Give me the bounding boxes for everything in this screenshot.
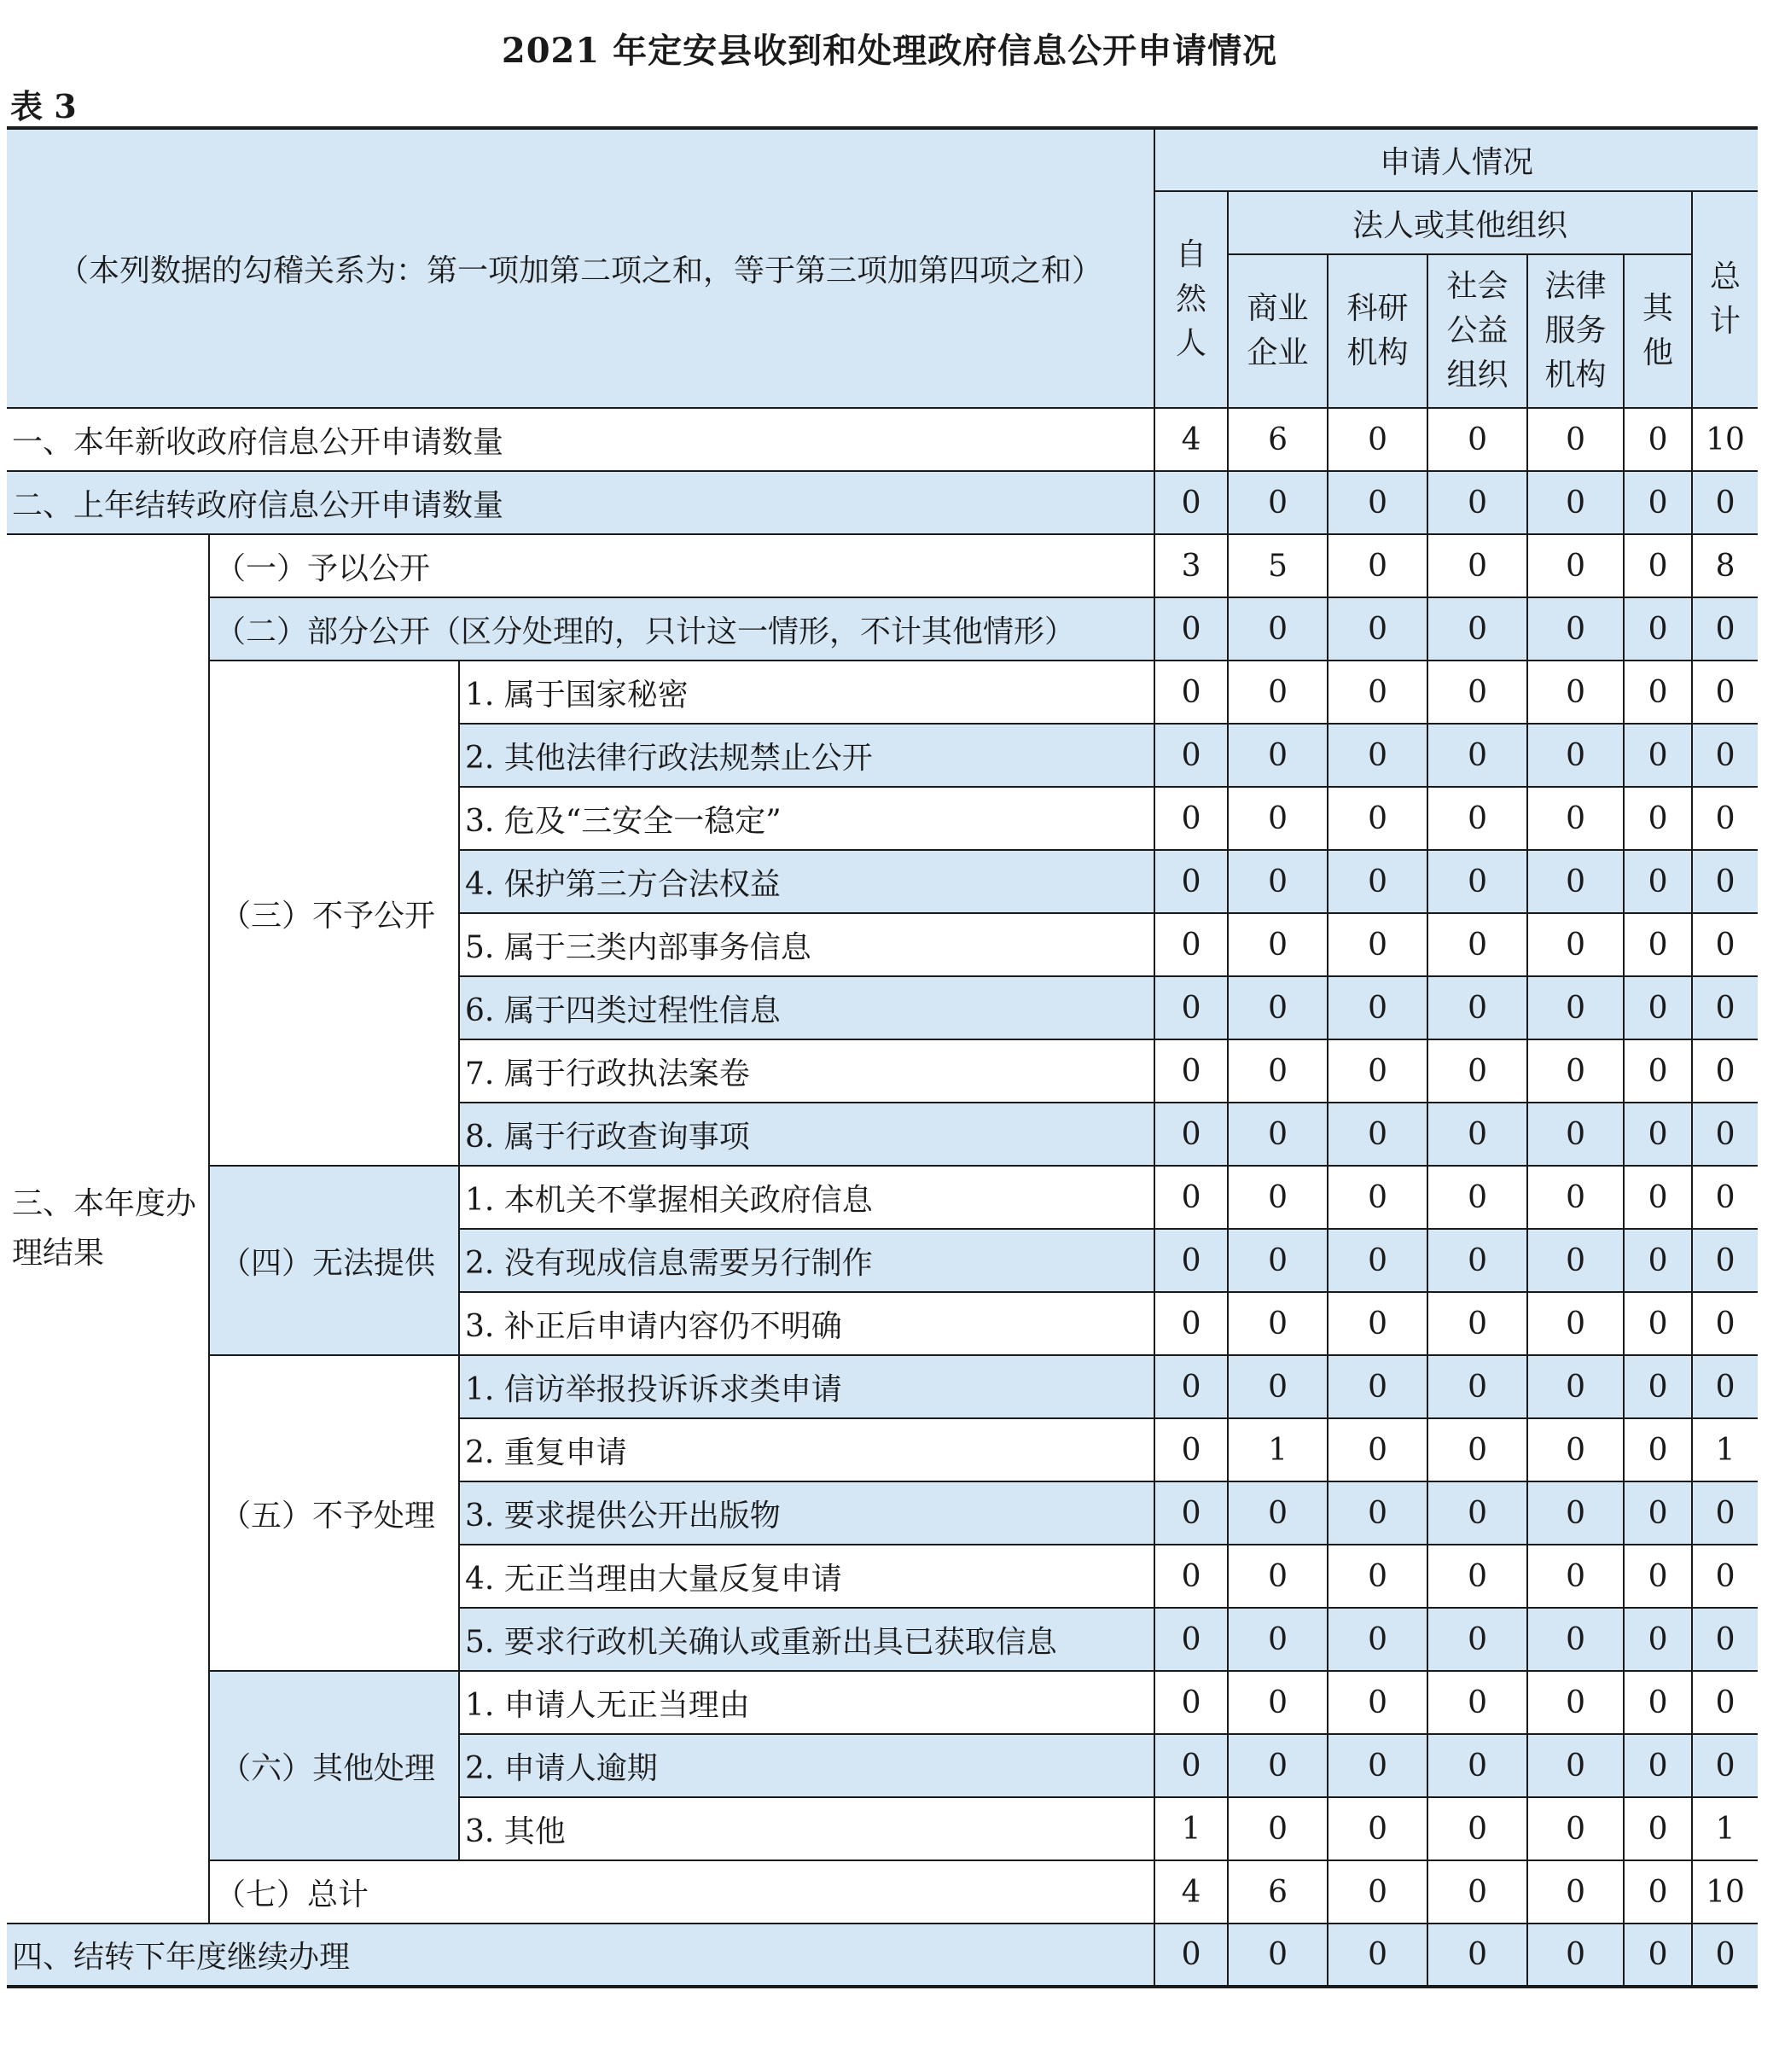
value-cell: 0 <box>1427 1292 1527 1355</box>
value-cell: 0 <box>1154 850 1228 913</box>
value-cell: 0 <box>1624 1671 1692 1734</box>
value-cell: 0 <box>1154 1039 1228 1103</box>
value-cell: 0 <box>1427 408 1527 471</box>
value-cell: 0 <box>1692 1924 1758 1987</box>
value-cell: 0 <box>1692 724 1758 787</box>
sub-item-label: 2. 申请人逾期 <box>459 1734 1154 1797</box>
value-cell: 0 <box>1427 1860 1527 1924</box>
value-cell: 0 <box>1692 1481 1758 1545</box>
value-cell: 0 <box>1527 1418 1624 1481</box>
value-cell: 0 <box>1228 1797 1328 1860</box>
sub-item-label: 4. 无正当理由大量反复申请 <box>459 1545 1154 1608</box>
value-cell: 0 <box>1228 787 1328 850</box>
value-cell: 0 <box>1527 1860 1624 1924</box>
value-cell: 0 <box>1692 1292 1758 1355</box>
value-cell: 0 <box>1154 597 1228 661</box>
value-cell: 0 <box>1624 1292 1692 1355</box>
value-cell: 0 <box>1427 976 1527 1039</box>
value-cell: 0 <box>1692 976 1758 1039</box>
sub-item-label: 5. 属于三类内部事务信息 <box>459 913 1154 976</box>
sub-item-label: 2. 其他法律行政法规禁止公开 <box>459 724 1154 787</box>
value-cell: 0 <box>1527 1924 1624 1987</box>
table-row <box>7 408 1758 471</box>
table-row <box>7 1671 1758 1734</box>
sub-item-label: 1. 本机关不掌握相关政府信息 <box>459 1166 1154 1229</box>
value-cell: 8 <box>1692 534 1758 597</box>
value-cell: 0 <box>1692 1734 1758 1797</box>
row-label-results: 三、本年度办理结果 <box>7 534 209 1924</box>
header-legal-group: 法人或其他组织 <box>1228 191 1692 254</box>
sub-item-label: 5. 要求行政机关确认或重新出具已获取信息 <box>459 1608 1154 1671</box>
value-cell: 0 <box>1228 913 1328 976</box>
value-cell: 0 <box>1527 1671 1624 1734</box>
header-applicant: 申请人情况 <box>1154 128 1758 191</box>
value-cell: 0 <box>1328 1039 1427 1103</box>
value-cell: 0 <box>1154 661 1228 724</box>
value-cell: 0 <box>1624 1039 1692 1103</box>
value-cell: 0 <box>1328 1355 1427 1418</box>
value-cell: 0 <box>1328 1545 1427 1608</box>
value-cell: 0 <box>1527 1481 1624 1545</box>
value-cell: 0 <box>1328 1103 1427 1166</box>
group-label-partial: （二）部分公开（区分处理的，只计这一情形，不计其他情形） <box>209 597 1154 661</box>
value-cell: 0 <box>1328 661 1427 724</box>
table-row <box>7 1860 1758 1924</box>
value-cell: 0 <box>1527 1797 1624 1860</box>
value-cell: 0 <box>1228 1292 1328 1355</box>
value-cell: 0 <box>1527 597 1624 661</box>
group-label-unable: （四）无法提供 <box>209 1166 459 1355</box>
value-cell: 0 <box>1228 1355 1328 1418</box>
value-cell: 0 <box>1692 1229 1758 1292</box>
value-cell: 0 <box>1624 1103 1692 1166</box>
value-cell: 0 <box>1328 1481 1427 1545</box>
group-label-other: （六）其他处理 <box>209 1671 459 1860</box>
value-cell: 0 <box>1228 471 1328 534</box>
value-cell: 0 <box>1527 1292 1624 1355</box>
value-cell: 0 <box>1427 1166 1527 1229</box>
value-cell: 0 <box>1427 1418 1527 1481</box>
value-cell: 0 <box>1228 597 1328 661</box>
row-label-next-year: 四、结转下年度继续办理 <box>7 1924 1154 1987</box>
value-cell: 0 <box>1228 1039 1328 1103</box>
value-cell: 4 <box>1154 408 1228 471</box>
row-label-new-requests: 一、本年新收政府信息公开申请数量 <box>7 408 1154 471</box>
value-cell: 0 <box>1527 1355 1624 1418</box>
value-cell: 0 <box>1328 1860 1427 1924</box>
value-cell: 0 <box>1427 850 1527 913</box>
value-cell: 0 <box>1154 1292 1228 1355</box>
value-cell: 6 <box>1228 408 1328 471</box>
value-cell: 10 <box>1692 408 1758 471</box>
value-cell: 0 <box>1624 1608 1692 1671</box>
value-cell: 0 <box>1427 1608 1527 1671</box>
value-cell: 0 <box>1154 976 1228 1039</box>
value-cell: 0 <box>1328 597 1427 661</box>
value-cell: 0 <box>1228 1608 1328 1671</box>
value-cell: 0 <box>1527 1545 1624 1608</box>
value-cell: 0 <box>1154 1103 1228 1166</box>
statistics-table <box>7 126 1758 1988</box>
value-cell: 0 <box>1228 1734 1328 1797</box>
value-cell: 0 <box>1328 1608 1427 1671</box>
value-cell: 0 <box>1328 1418 1427 1481</box>
header-legal-service: 法律 服务 机构 <box>1527 254 1624 408</box>
value-cell: 0 <box>1692 913 1758 976</box>
value-cell: 0 <box>1624 1924 1692 1987</box>
value-cell: 0 <box>1624 850 1692 913</box>
header-other: 其 他 <box>1624 254 1692 408</box>
value-cell: 0 <box>1624 1860 1692 1924</box>
value-cell: 0 <box>1328 850 1427 913</box>
value-cell: 0 <box>1427 1671 1527 1734</box>
value-cell: 10 <box>1692 1860 1758 1924</box>
sub-item-label: 1. 申请人无正当理由 <box>459 1671 1154 1734</box>
value-cell: 0 <box>1228 1924 1328 1987</box>
value-cell: 1 <box>1228 1418 1328 1481</box>
value-cell: 0 <box>1154 1671 1228 1734</box>
value-cell: 0 <box>1527 471 1624 534</box>
value-cell: 0 <box>1624 787 1692 850</box>
value-cell: 0 <box>1692 597 1758 661</box>
value-cell: 0 <box>1328 1671 1427 1734</box>
value-cell: 0 <box>1427 787 1527 850</box>
sub-item-label: 1. 信访举报投诉诉求类申请 <box>459 1355 1154 1418</box>
value-cell: 0 <box>1154 1545 1228 1608</box>
header-natural-person: 自 然 人 <box>1154 191 1228 408</box>
value-cell: 0 <box>1527 408 1624 471</box>
table-row <box>7 471 1758 534</box>
value-cell: 0 <box>1427 534 1527 597</box>
value-cell: 0 <box>1527 1039 1624 1103</box>
value-cell: 0 <box>1228 1166 1328 1229</box>
value-cell: 0 <box>1228 976 1328 1039</box>
value-cell: 0 <box>1527 534 1624 597</box>
value-cell: 0 <box>1154 724 1228 787</box>
value-cell: 0 <box>1328 913 1427 976</box>
sub-item-label: 3. 要求提供公开出版物 <box>459 1481 1154 1545</box>
value-cell: 0 <box>1624 1545 1692 1608</box>
value-cell: 0 <box>1427 1924 1527 1987</box>
value-cell: 5 <box>1228 534 1328 597</box>
value-cell: 0 <box>1624 661 1692 724</box>
value-cell: 0 <box>1328 471 1427 534</box>
value-cell: 0 <box>1692 850 1758 913</box>
value-cell: 6 <box>1228 1860 1328 1924</box>
table-row <box>7 1355 1758 1418</box>
value-cell: 0 <box>1427 597 1527 661</box>
header-social: 社会 公益 组织 <box>1427 254 1527 408</box>
sub-item-label: 2. 重复申请 <box>459 1418 1154 1481</box>
sub-item-label: 7. 属于行政执法案卷 <box>459 1039 1154 1103</box>
header-total: 总 计 <box>1692 191 1758 408</box>
value-cell: 0 <box>1328 1166 1427 1229</box>
value-cell: 0 <box>1527 1229 1624 1292</box>
value-cell: 0 <box>1328 534 1427 597</box>
value-cell: 0 <box>1154 1355 1228 1418</box>
table-label: 表 3 <box>10 87 77 125</box>
value-cell: 0 <box>1427 661 1527 724</box>
value-cell: 0 <box>1427 913 1527 976</box>
value-cell: 0 <box>1624 976 1692 1039</box>
value-cell: 0 <box>1624 724 1692 787</box>
value-cell: 0 <box>1527 1608 1624 1671</box>
sub-item-label: 8. 属于行政查询事项 <box>459 1103 1154 1166</box>
value-cell: 0 <box>1228 1481 1328 1545</box>
value-cell: 0 <box>1154 1924 1228 1987</box>
value-cell: 0 <box>1154 471 1228 534</box>
value-cell: 0 <box>1624 1734 1692 1797</box>
value-cell: 0 <box>1427 1481 1527 1545</box>
sub-item-label: 3. 其他 <box>459 1797 1154 1860</box>
value-cell: 0 <box>1328 1734 1427 1797</box>
sub-item-label: 3. 补正后申请内容仍不明确 <box>459 1292 1154 1355</box>
value-cell: 0 <box>1328 787 1427 850</box>
table-row <box>7 597 1758 661</box>
value-cell: 0 <box>1692 1608 1758 1671</box>
value-cell: 0 <box>1154 1418 1228 1481</box>
value-cell: 0 <box>1427 1734 1527 1797</box>
group-label-not-disclosed: （三）不予公开 <box>209 661 459 1166</box>
value-cell: 0 <box>1154 1481 1228 1545</box>
value-cell: 0 <box>1228 1671 1328 1734</box>
value-cell: 0 <box>1692 661 1758 724</box>
value-cell: 0 <box>1624 1481 1692 1545</box>
value-cell: 0 <box>1527 913 1624 976</box>
value-cell: 0 <box>1228 1545 1328 1608</box>
value-cell: 0 <box>1624 1229 1692 1292</box>
sub-item-label: 1. 属于国家秘密 <box>459 661 1154 724</box>
value-cell: 0 <box>1692 471 1758 534</box>
group-label-not-processed: （五）不予处理 <box>209 1355 459 1671</box>
table-row <box>7 534 1758 597</box>
value-cell: 0 <box>1228 850 1328 913</box>
value-cell: 0 <box>1328 724 1427 787</box>
value-cell: 0 <box>1692 1355 1758 1418</box>
value-cell: 0 <box>1692 1166 1758 1229</box>
row-label-carried-over: 二、上年结转政府信息公开申请数量 <box>7 471 1154 534</box>
header-research: 科研 机构 <box>1328 254 1427 408</box>
value-cell: 4 <box>1154 1860 1228 1924</box>
value-cell: 0 <box>1427 1355 1527 1418</box>
value-cell: 0 <box>1427 1039 1527 1103</box>
sub-item-label: 3. 危及“三安全一稳定” <box>459 787 1154 850</box>
value-cell: 0 <box>1527 976 1624 1039</box>
value-cell: 0 <box>1154 787 1228 850</box>
value-cell: 0 <box>1427 1797 1527 1860</box>
value-cell: 0 <box>1624 408 1692 471</box>
value-cell: 0 <box>1154 1734 1228 1797</box>
value-cell: 0 <box>1328 1229 1427 1292</box>
value-cell: 1 <box>1692 1797 1758 1860</box>
sub-item-label: 6. 属于四类过程性信息 <box>459 976 1154 1039</box>
value-cell: 0 <box>1527 724 1624 787</box>
value-cell: 0 <box>1692 787 1758 850</box>
value-cell: 0 <box>1527 1166 1624 1229</box>
value-cell: 0 <box>1154 1166 1228 1229</box>
value-cell: 0 <box>1328 1924 1427 1987</box>
value-cell: 0 <box>1427 1545 1527 1608</box>
value-cell: 0 <box>1328 976 1427 1039</box>
value-cell: 0 <box>1427 1103 1527 1166</box>
value-cell: 0 <box>1328 1292 1427 1355</box>
value-cell: 3 <box>1154 534 1228 597</box>
value-cell: 0 <box>1624 597 1692 661</box>
sub-item-label: 4. 保护第三方合法权益 <box>459 850 1154 913</box>
value-cell: 0 <box>1427 724 1527 787</box>
sub-item-label: 2. 没有现成信息需要另行制作 <box>459 1229 1154 1292</box>
value-cell: 0 <box>1154 1229 1228 1292</box>
value-cell: 0 <box>1527 787 1624 850</box>
value-cell: 0 <box>1527 850 1624 913</box>
table-row <box>7 1924 1758 1987</box>
value-cell: 0 <box>1228 724 1328 787</box>
value-cell: 0 <box>1328 408 1427 471</box>
value-cell: 0 <box>1228 1103 1328 1166</box>
value-cell: 0 <box>1228 1229 1328 1292</box>
value-cell: 0 <box>1624 913 1692 976</box>
value-cell: 0 <box>1624 1418 1692 1481</box>
value-cell: 0 <box>1692 1545 1758 1608</box>
value-cell: 0 <box>1228 661 1328 724</box>
header-commercial: 商业 企业 <box>1228 254 1328 408</box>
header-note: （本列数据的勾稽关系为：第一项加第二项之和，等于第三项加第四项之和） <box>7 128 1154 408</box>
group-label-total: （七）总计 <box>209 1860 1154 1924</box>
value-cell: 0 <box>1527 661 1624 724</box>
value-cell: 0 <box>1154 1608 1228 1671</box>
value-cell: 0 <box>1624 534 1692 597</box>
value-cell: 1 <box>1692 1418 1758 1481</box>
value-cell: 0 <box>1328 1797 1427 1860</box>
value-cell: 0 <box>1624 1797 1692 1860</box>
value-cell: 0 <box>1527 1734 1624 1797</box>
table-row <box>7 1166 1758 1229</box>
value-cell: 0 <box>1624 1166 1692 1229</box>
value-cell: 0 <box>1692 1671 1758 1734</box>
value-cell: 0 <box>1692 1103 1758 1166</box>
value-cell: 0 <box>1624 1355 1692 1418</box>
group-label-disclosed: （一）予以公开 <box>209 534 1154 597</box>
value-cell: 0 <box>1154 913 1228 976</box>
page-title: 2021 年定安县收到和处理政府信息公开申请情况 <box>501 31 1278 71</box>
table-row <box>7 661 1758 724</box>
value-cell: 0 <box>1527 1103 1624 1166</box>
value-cell: 0 <box>1427 471 1527 534</box>
value-cell: 0 <box>1427 1229 1527 1292</box>
value-cell: 1 <box>1154 1797 1228 1860</box>
value-cell: 0 <box>1692 1039 1758 1103</box>
value-cell: 0 <box>1624 471 1692 534</box>
